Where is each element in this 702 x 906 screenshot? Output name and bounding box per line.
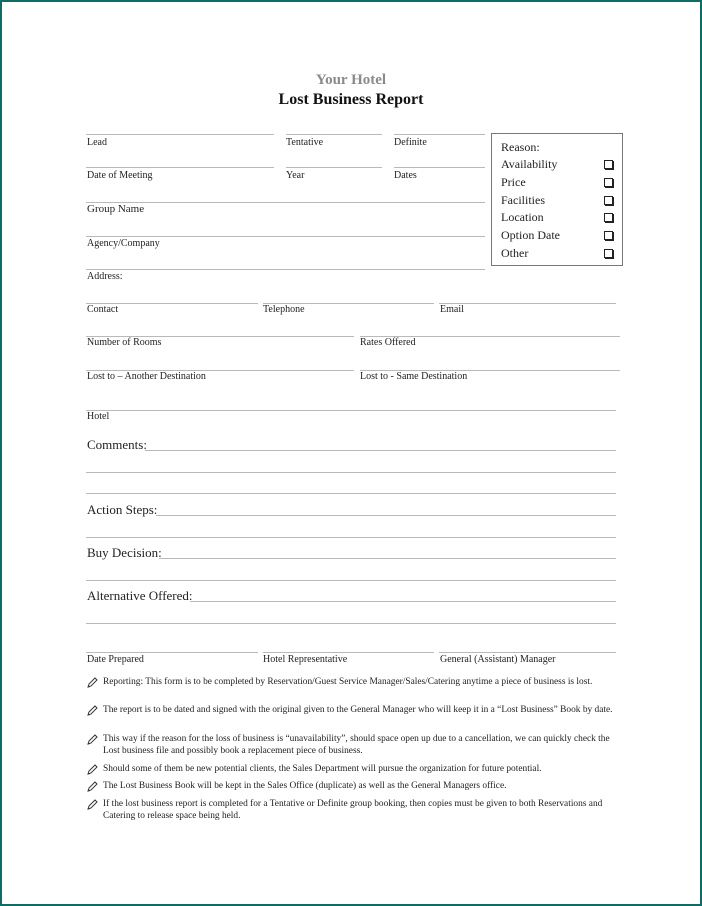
- pencil-icon: [86, 677, 98, 689]
- year-label: Year: [286, 170, 305, 181]
- buy-decision-line-2[interactable]: [86, 580, 616, 581]
- alternative-offered-line-2[interactable]: [86, 623, 616, 624]
- action-steps-line-1[interactable]: [156, 515, 616, 516]
- comments-line-2[interactable]: [86, 472, 616, 473]
- hotel-line[interactable]: [86, 410, 616, 411]
- reason-location-label: Location: [501, 210, 544, 224]
- comments-line-1[interactable]: [145, 450, 616, 451]
- price-checkbox-icon[interactable]: [604, 178, 613, 187]
- facilities-checkbox-icon[interactable]: [604, 196, 613, 205]
- note-text: Should some of them be new potential clients, the Sales Department will pursue the organization for future potential.: [103, 764, 542, 774]
- lead-label: Lead: [87, 137, 107, 148]
- reason-option-date-label: Option Date: [501, 228, 560, 242]
- date-of-meeting-label: Date of Meeting: [87, 170, 153, 181]
- date-of-meeting-line[interactable]: [86, 167, 274, 168]
- group-name-label: Group Name: [87, 203, 145, 215]
- pencil-icon: [86, 764, 98, 776]
- group-name-line[interactable]: [86, 202, 485, 203]
- reason-box: [491, 133, 623, 266]
- address-line[interactable]: [86, 269, 485, 270]
- telephone-label: Telephone: [263, 304, 305, 315]
- hotel-name: Your Hotel: [315, 72, 387, 88]
- dates-label: Dates: [394, 170, 417, 181]
- hotel-representative-label: Hotel Representative: [263, 654, 348, 665]
- contact-label: Contact: [87, 304, 119, 315]
- pencil-icon: [86, 734, 98, 746]
- action-steps-label: Action Steps:: [87, 502, 158, 517]
- reason-price-label: Price: [501, 175, 526, 189]
- pencil-icon: [86, 799, 98, 811]
- document-page: [6, 5, 696, 901]
- number-of-rooms-label: Number of Rooms: [87, 337, 162, 348]
- email-line[interactable]: [439, 303, 616, 304]
- option-date-checkbox-icon[interactable]: [604, 231, 613, 240]
- year-line[interactable]: [286, 167, 382, 168]
- pencil-icon: [86, 705, 98, 717]
- alternative-offered-line-1[interactable]: [190, 601, 616, 602]
- alternative-offered-label: Alternative Offered:: [87, 588, 193, 603]
- lost-another-label: Lost to – Another Destination: [87, 371, 206, 382]
- agency-line[interactable]: [86, 236, 485, 237]
- tentative-label: Tentative: [286, 137, 324, 148]
- location-checkbox-icon[interactable]: [604, 213, 613, 222]
- buy-decision-label: Buy Decision:: [87, 545, 162, 560]
- comments-label: Comments:: [87, 437, 147, 452]
- hotel-label: Hotel: [87, 411, 110, 422]
- reason-facilities-label: Facilities: [501, 193, 545, 207]
- date-prepared-label: Date Prepared: [87, 654, 144, 665]
- tentative-line[interactable]: [286, 134, 382, 135]
- other-checkbox-icon[interactable]: [604, 249, 613, 258]
- dates-line[interactable]: [394, 167, 485, 168]
- rates-offered-label: Rates Offered: [360, 337, 416, 348]
- email-label: Email: [440, 304, 464, 315]
- action-steps-line-2[interactable]: [86, 537, 616, 538]
- note-text: If the lost business report is completed for a Tentative or Definite group booking, then copies must be given to both Reservations and Catering to release space being held.: [103, 799, 603, 821]
- address-label: Address:: [87, 271, 123, 282]
- note-text: The Lost Business Book will be kept in the Sales Office (duplicate) as well as the General Managers office.: [103, 781, 507, 791]
- reason-availability-label: Availability: [501, 157, 558, 171]
- general-manager-line[interactable]: [439, 652, 616, 653]
- comments-line-3[interactable]: [86, 493, 616, 494]
- definite-line[interactable]: [394, 134, 485, 135]
- note-text: Reporting: This form is to be completed by Reservation/Guest Service Manager/Sales/Catering anytime a piece of business is lost.: [103, 677, 593, 687]
- report-title: Lost Business Report: [278, 91, 424, 108]
- pencil-icon: [86, 781, 98, 793]
- hotel-representative-line[interactable]: [263, 652, 434, 653]
- agency-label: Agency/Company: [87, 238, 160, 249]
- note-text: The report is to be dated and signed with the original given to the General Manager who will keep it in a “Lost Business” Book by date.: [103, 705, 613, 715]
- definite-label: Definite: [394, 137, 427, 148]
- lead-line[interactable]: [86, 134, 274, 135]
- date-prepared-line[interactable]: [86, 652, 258, 653]
- availability-checkbox-icon[interactable]: [604, 160, 613, 169]
- lost-same-label: Lost to - Same Destination: [360, 371, 468, 382]
- reason-other-label: Other: [501, 246, 529, 260]
- general-manager-label: General (Assistant) Manager: [440, 654, 556, 665]
- reason-title: Reason:: [501, 140, 540, 154]
- buy-decision-line-1[interactable]: [159, 558, 616, 559]
- note-text: This way if the reason for the loss of business is “unavailability”, should space open up due to a cancellation, we can quickly check the Lost business file and possibly book a replacement piece of business.: [103, 734, 610, 756]
